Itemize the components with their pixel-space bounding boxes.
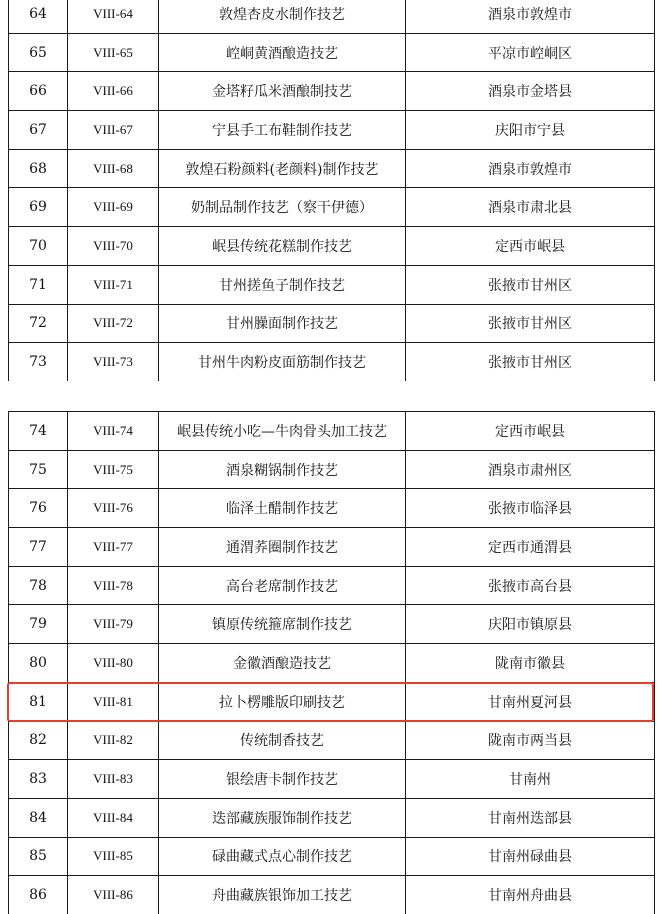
project-name-cell: 奶制品制作技艺（察干伊德） [159,188,406,227]
project-name-cell: 甘州搓鱼子制作技艺 [159,265,406,304]
project-code-cell: VIII-77 [68,528,159,567]
project-name-cell: 临泽土醋制作技艺 [159,489,406,528]
region-cell: 庆阳市镇原县 [406,605,655,644]
table-row [9,760,655,799]
heritage-table-lower [8,411,655,914]
region-cell: 酒泉市金塔县 [406,72,655,111]
table-row [9,450,655,489]
region-cell: 定西市岷县 [406,412,655,451]
project-name-cell: 传统制香技艺 [159,721,406,760]
table-row [9,644,655,683]
region-cell: 庆阳市宁县 [406,111,655,150]
table-row [9,605,655,644]
project-name-cell: 高台老席制作技艺 [159,566,406,605]
row-number-cell: 81 [9,682,68,721]
project-code-cell: VIII-80 [68,644,159,683]
table-row [9,528,655,567]
project-name-cell: 岷县传统小吃—牛肉骨头加工技艺 [159,412,406,451]
row-number-cell: 70 [9,227,68,266]
project-code-cell: VIII-70 [68,227,159,266]
row-number-cell: 73 [9,343,68,382]
region-cell: 张掖市高台县 [406,566,655,605]
project-code-cell: VIII-81 [68,682,159,721]
project-code-cell: VIII-67 [68,111,159,150]
region-cell: 张掖市临泽县 [406,489,655,528]
region-cell: 酒泉市敦煌市 [406,149,655,188]
region-cell: 酒泉市肃州区 [406,450,655,489]
project-name-cell: 酒泉糊锅制作技艺 [159,450,406,489]
table-row [9,149,655,188]
row-number-cell: 65 [9,33,68,72]
region-cell: 甘南州碌曲县 [406,837,655,876]
row-number-cell: 82 [9,721,68,760]
region-cell: 陇南市徽县 [406,644,655,683]
row-number-cell: 86 [9,876,68,914]
project-name-cell: 金徽酒酿造技艺 [159,644,406,683]
table-row [9,837,655,876]
row-number-cell: 85 [9,837,68,876]
project-name-cell: 敦煌石粉颜料(老颜料)制作技艺 [159,149,406,188]
project-name-cell: 拉卜楞雕版印刷技艺 [159,682,406,721]
table-row [9,876,655,914]
region-cell: 张掖市甘州区 [406,343,655,382]
row-number-cell: 84 [9,798,68,837]
row-number-cell: 67 [9,111,68,150]
project-name-cell: 舟曲藏族银饰加工技艺 [159,876,406,914]
table-row [9,111,655,150]
project-code-cell: VIII-64 [68,0,159,33]
row-number-cell: 66 [9,72,68,111]
project-code-cell: VIII-68 [68,149,159,188]
project-code-cell: VIII-83 [68,760,159,799]
table-row [9,721,655,760]
project-name-cell: 甘州臊面制作技艺 [159,304,406,343]
project-name-cell: 金塔籽瓜米酒酿制技艺 [159,72,406,111]
row-number-cell: 71 [9,265,68,304]
row-number-cell: 74 [9,412,68,451]
project-name-cell: 银绘唐卡制作技艺 [159,760,406,799]
row-number-cell: 72 [9,304,68,343]
region-cell: 定西市通渭县 [406,528,655,567]
project-code-cell: VIII-74 [68,412,159,451]
project-code-cell: VIII-73 [68,343,159,382]
table-row [9,72,655,111]
region-cell: 甘南州 [406,760,655,799]
row-number-cell: 64 [9,0,68,33]
region-cell: 甘南州迭部县 [406,798,655,837]
region-cell: 甘南州夏河县 [406,682,655,721]
project-name-cell: 碌曲藏式点心制作技艺 [159,837,406,876]
table-row [9,265,655,304]
project-name-cell: 敦煌杏皮水制作技艺 [159,0,406,33]
region-cell: 酒泉市敦煌市 [406,0,655,33]
table-row [9,412,655,451]
project-code-cell: VIII-71 [68,265,159,304]
table-row [9,227,655,266]
project-code-cell: VIII-65 [68,33,159,72]
region-cell: 张掖市甘州区 [406,304,655,343]
project-code-cell: VIII-66 [68,72,159,111]
region-cell: 陇南市两当县 [406,721,655,760]
table-row [9,682,655,721]
row-number-cell: 75 [9,450,68,489]
row-number-cell: 80 [9,644,68,683]
table-row [9,304,655,343]
table-row [9,566,655,605]
project-code-cell: VIII-78 [68,566,159,605]
project-name-cell: 甘州牛肉粉皮面筋制作技艺 [159,343,406,382]
project-code-cell: VIII-76 [68,489,159,528]
table-row [9,0,655,33]
table-row [9,33,655,72]
row-number-cell: 69 [9,188,68,227]
region-cell: 张掖市甘州区 [406,265,655,304]
region-cell: 甘南州舟曲县 [406,876,655,914]
project-code-cell: VIII-82 [68,721,159,760]
table-row [9,489,655,528]
project-name-cell: 通渭荞圈制作技艺 [159,528,406,567]
row-number-cell: 79 [9,605,68,644]
heritage-table-upper [8,0,655,381]
project-code-cell: VIII-79 [68,605,159,644]
project-code-cell: VIII-85 [68,837,159,876]
project-code-cell: VIII-69 [68,188,159,227]
row-number-cell: 78 [9,566,68,605]
row-number-cell: 76 [9,489,68,528]
row-number-cell: 77 [9,528,68,567]
project-code-cell: VIII-84 [68,798,159,837]
project-code-cell: VIII-86 [68,876,159,914]
project-code-cell: VIII-72 [68,304,159,343]
project-name-cell: 崆峒黄酒酿造技艺 [159,33,406,72]
page-break-gap [0,389,661,411]
table-row [9,798,655,837]
project-name-cell: 宁县手工布鞋制作技艺 [159,111,406,150]
region-cell: 定西市岷县 [406,227,655,266]
project-name-cell: 迭部藏族服饰制作技艺 [159,798,406,837]
project-code-cell: VIII-75 [68,450,159,489]
row-number-cell: 83 [9,760,68,799]
project-name-cell: 镇原传统箍席制作技艺 [159,605,406,644]
table-row [9,188,655,227]
project-name-cell: 岷县传统花糕制作技艺 [159,227,406,266]
region-cell: 平凉市崆峒区 [406,33,655,72]
row-number-cell: 68 [9,149,68,188]
region-cell: 酒泉市肃北县 [406,188,655,227]
table-row [9,343,655,382]
